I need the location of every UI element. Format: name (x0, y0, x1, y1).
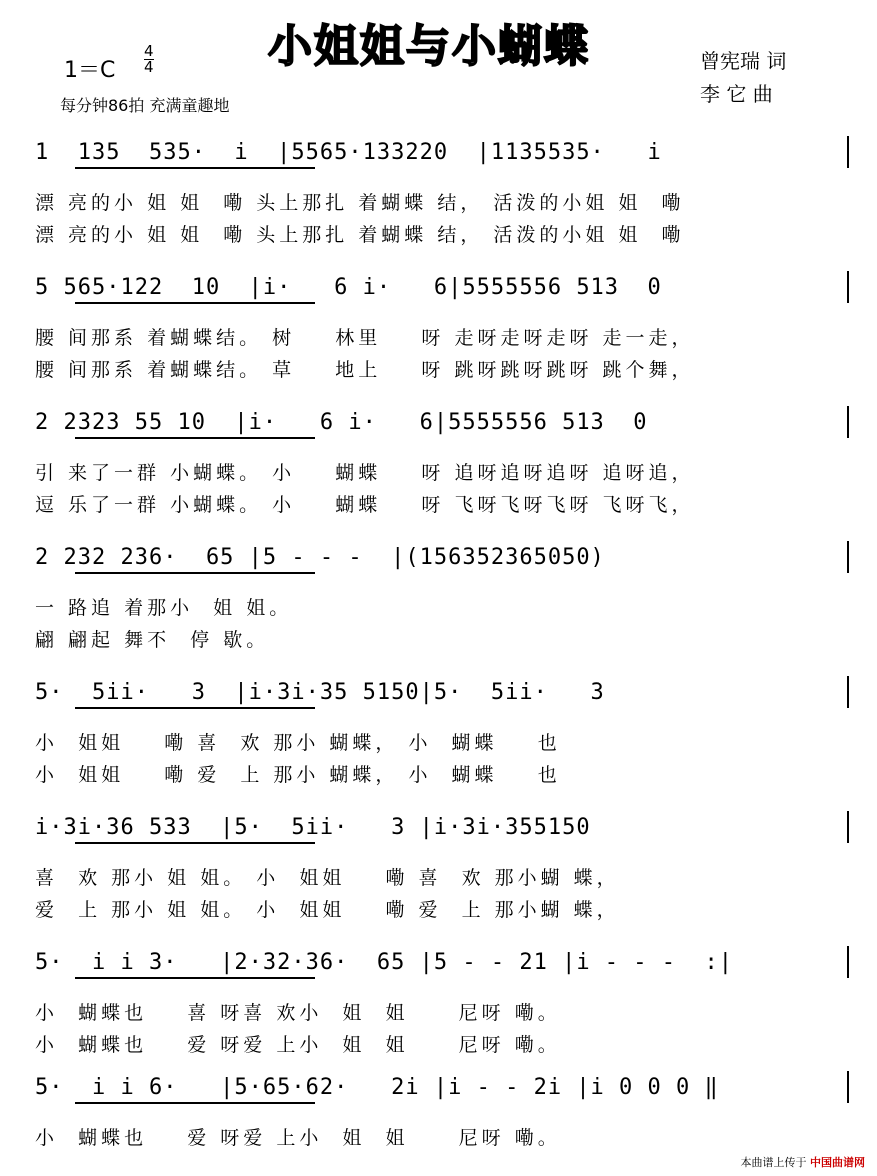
beam-underline (75, 437, 315, 439)
time-numerator: 4 (144, 42, 154, 60)
beam-underline (75, 167, 315, 169)
lyric-line-1: 小 姐姐 嘞 喜 欢 那小 蝴蝶， 小 蝴蝶 也 (35, 732, 561, 754)
notes: 2 232 236· 65 |5 - - - |(156352365050) (35, 545, 605, 570)
bar-line (847, 811, 849, 843)
tempo-marking: 每分钟86拍 充满童趣地 (60, 96, 230, 115)
key-signature: 1＝C (64, 58, 116, 83)
lyric-line-1: 喜 欢 那小 姐 姐。 小 姐姐 嘞 喜 欢 那小蝴 蝶， (35, 867, 620, 889)
lyric-line-2: 漂 亮的小 姐 姐 嘞 头上那扎 着蝴蝶 结， 活泼的小姐 姐 嘞 (35, 224, 685, 246)
notation-line (35, 545, 855, 573)
lyric-line-1: 小 蝴蝶也 喜 呀喜 欢小 姐 姐 尼呀 嘞。 (35, 1002, 561, 1024)
notes: 5· 5ii· 3 |i·3i·35 5150|5· 5ii· 3 (35, 680, 605, 705)
beam-underline (75, 977, 315, 979)
lyric-line-2: 小 姐姐 嘞 爱 上 那小 蝴蝶， 小 蝴蝶 也 (35, 764, 561, 786)
footer-text: 本曲谱上传于 (740, 1156, 807, 1169)
bar-line (847, 946, 849, 978)
notes: i·3i·36 533 |5· 5ii· 3 |i·3i·355150 (35, 815, 591, 840)
bar-line (847, 676, 849, 708)
notation-line (35, 815, 855, 843)
lyric-line-2: 逗 乐了一群 小蝴蝶。 小 蝴蝶 呀 飞呀飞呀飞呀 飞呀飞， (35, 494, 695, 516)
notation-line (35, 275, 855, 303)
beam-underline (75, 572, 315, 574)
notation-line (35, 950, 855, 978)
lyric-line-1: 一 路追 着那小 姐 姐。 (35, 597, 293, 619)
beam-underline (75, 1102, 315, 1104)
time-denominator: 4 (144, 58, 154, 76)
notes: 1 135 535· i |5565·133220 |1135535· i (35, 140, 662, 165)
beam-underline (75, 707, 315, 709)
time-signature (144, 44, 154, 75)
lyric-line-1: 小 蝴蝶也 爱 呀爱 上小 姐 姐 尼呀 嘞。 (35, 1127, 561, 1149)
song-title: 小姐姐与小蝴蝶 (268, 21, 590, 72)
notes: 2 2323 55 10 |i· 6 i· 6|5555556 513 0 (35, 410, 648, 435)
notation-line (35, 140, 855, 168)
lyric-line-2: 小 蝴蝶也 爱 呀爱 上小 姐 姐 尼呀 嘞。 (35, 1034, 561, 1056)
bar-line (847, 1071, 849, 1103)
lyric-line-1: 腰 间那系 着蝴蝶结。 树 林里 呀 走呀走呀走呀 走一走， (35, 327, 695, 349)
lyricist-credit: 曾宪瑞 词 (700, 49, 787, 73)
notation-line (35, 1075, 855, 1103)
bar-line (847, 541, 849, 573)
bar-line (847, 136, 849, 168)
beam-underline (75, 842, 315, 844)
lyric-line-2: 翩 翩起 舞不 停 歇。 (35, 629, 270, 651)
lyric-line-1: 引 来了一群 小蝴蝶。 小 蝴蝶 呀 追呀追呀追呀 追呀追， (35, 462, 695, 484)
footer (741, 1154, 866, 1170)
notes: 5· i i 6· |5·65·62· 2i |i - - 2i |i 0 0 0 ‖ (35, 1075, 719, 1100)
notation-line (35, 680, 855, 708)
lyric-line-2: 爱 上 那小 姐 姐。 小 姐姐 嘞 爱 上 那小蝴 蝶， (35, 899, 620, 921)
beam-underline (75, 302, 315, 304)
notes: 5· i i 3· |2·32·36· 65 |5 - - 21 |i - - - :| (35, 950, 734, 975)
notes: 5 565·122 10 |i· 6 i· 6|5555556 513 0 (35, 275, 662, 300)
bar-line (847, 271, 849, 303)
footer-site: 中国曲谱网 (810, 1156, 865, 1169)
notation-line (35, 410, 855, 438)
lyric-line-2: 腰 间那系 着蝴蝶结。 草 地上 呀 跳呀跳呀跳呀 跳个舞， (35, 359, 695, 381)
composer-credit: 李 它 曲 (700, 82, 773, 106)
lyric-line-1: 漂 亮的小 姐 姐 嘞 头上那扎 着蝴蝶 结， 活泼的小姐 姐 嘞 (35, 192, 685, 214)
bar-line (847, 406, 849, 438)
